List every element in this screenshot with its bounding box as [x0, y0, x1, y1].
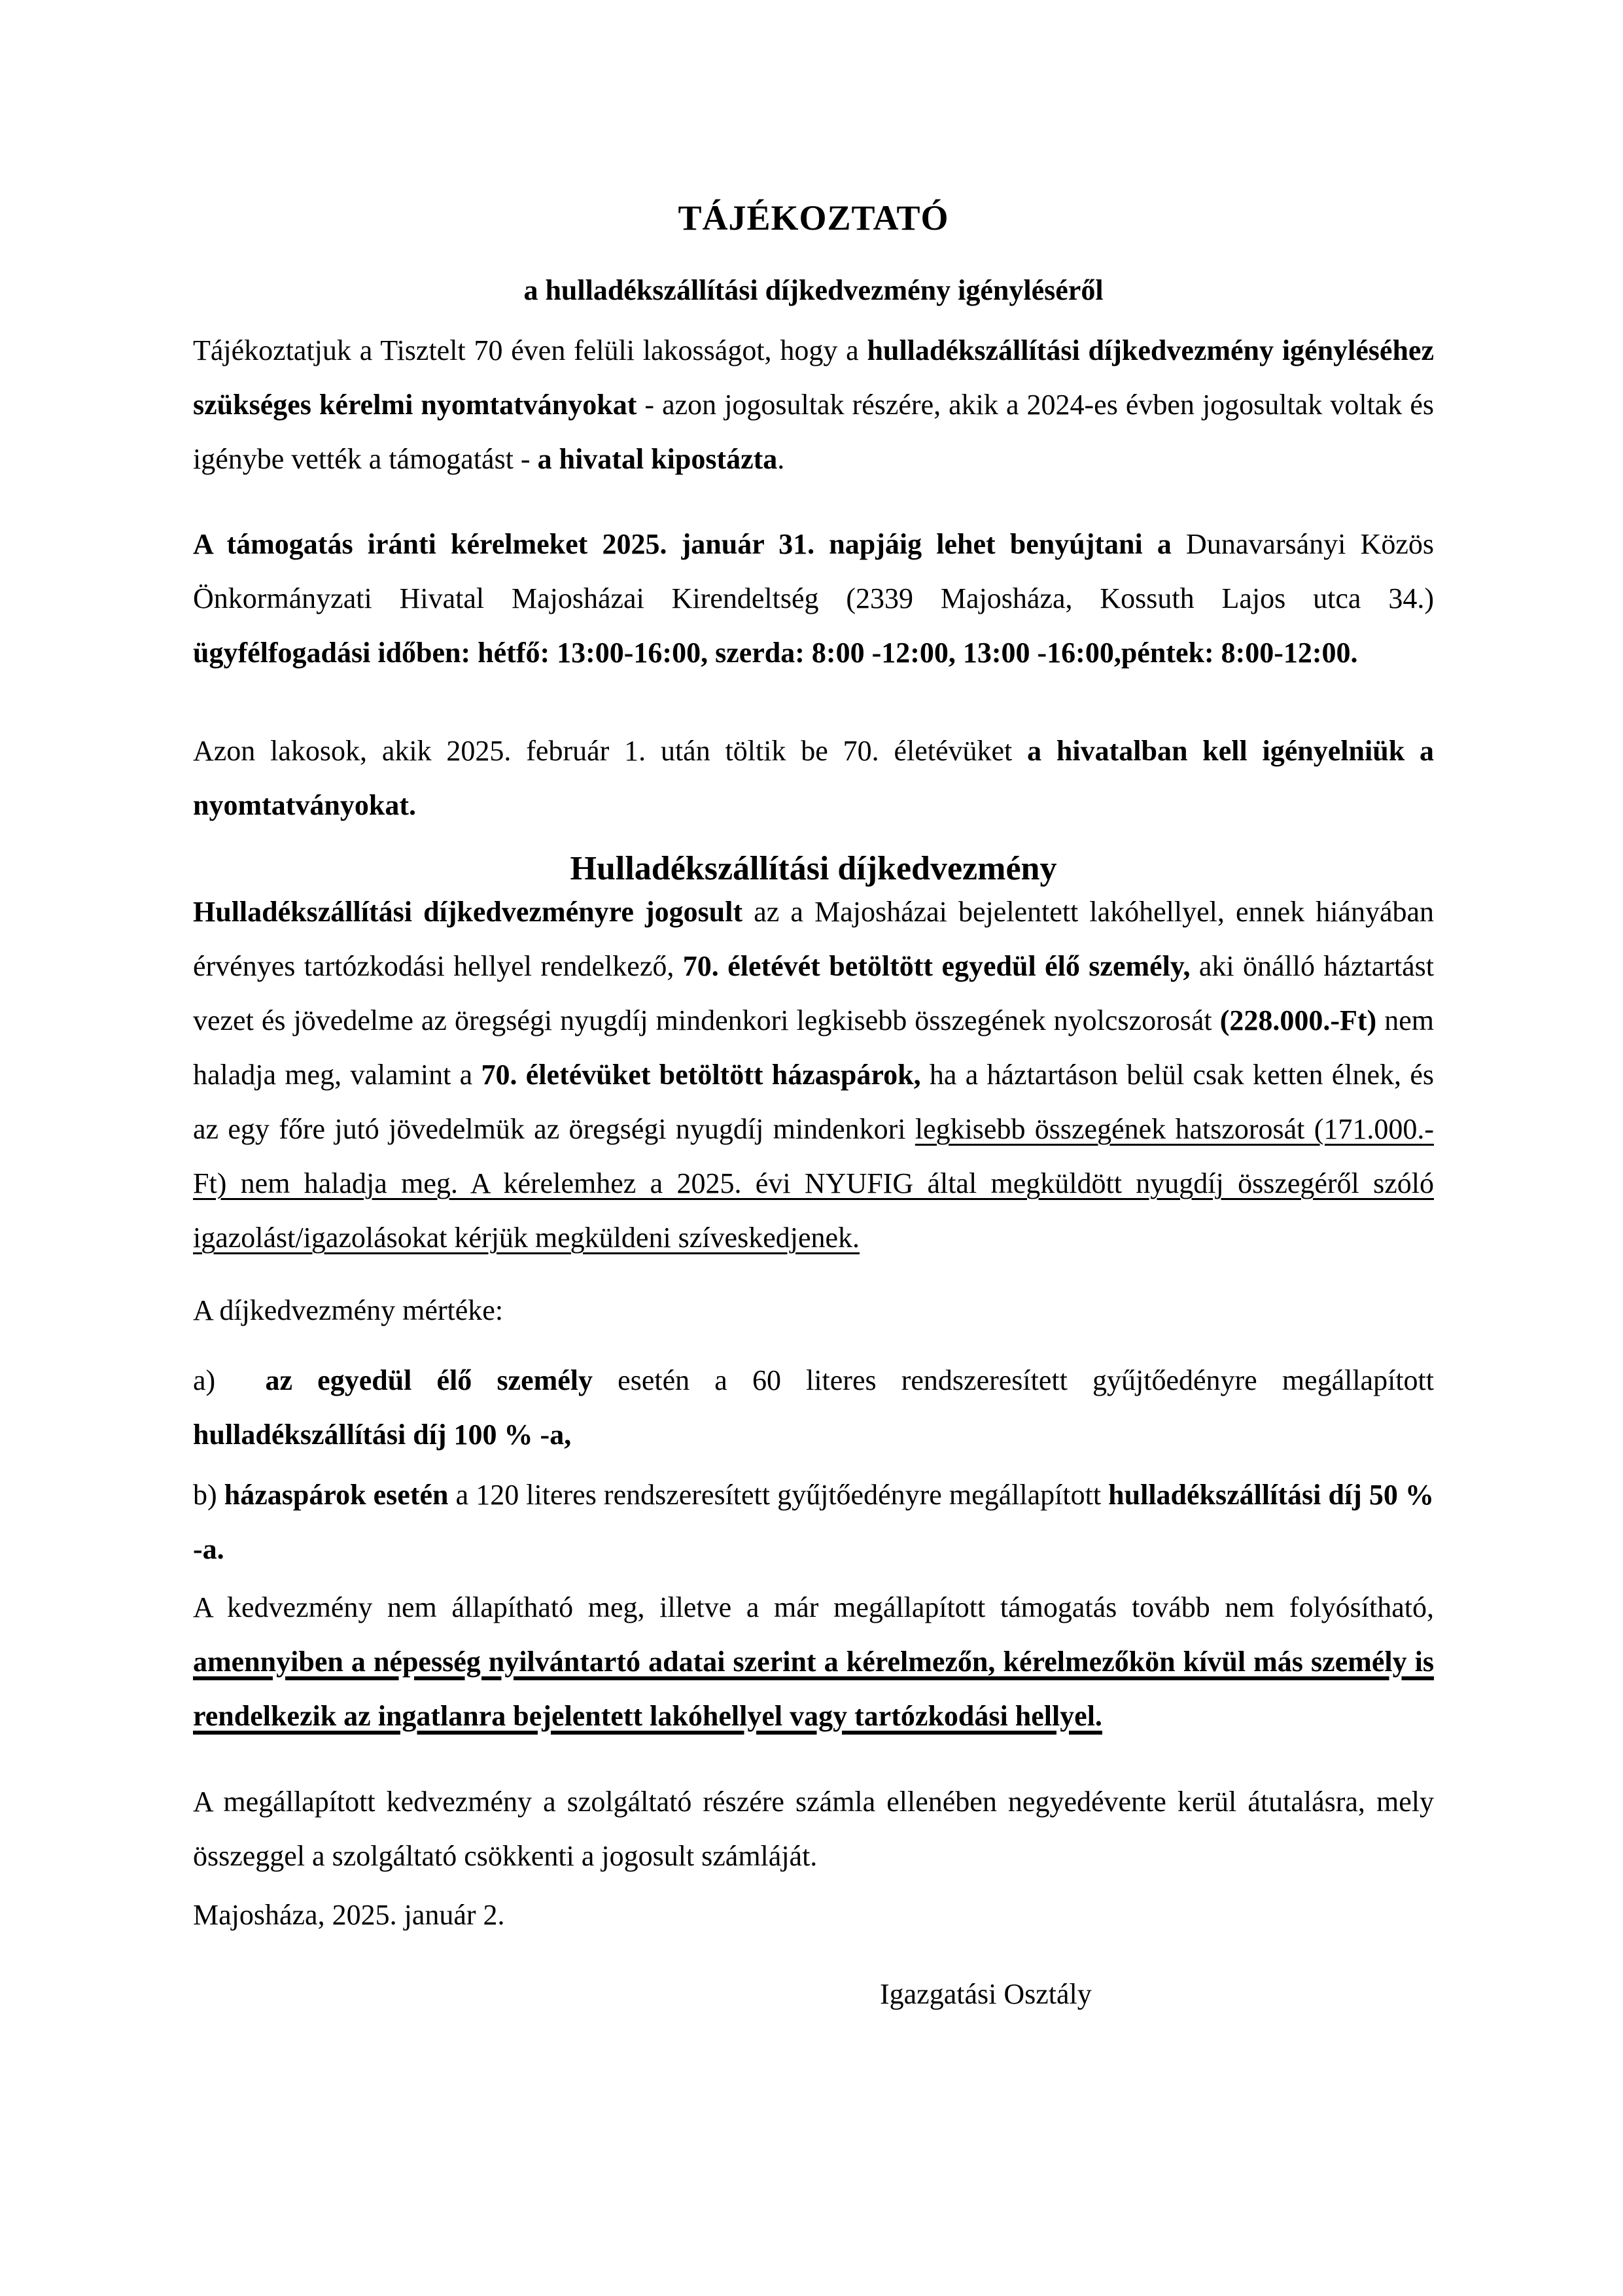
- new-residents-paragraph: [193, 724, 1434, 832]
- eligibility-text-3: nem haladja meg, valamint a: [193, 1004, 1435, 1091]
- item-b-marker: b): [193, 1479, 224, 1511]
- intro-bold-1: hulladékszállítási díjkedvezmény igényléséhez szükséges kérelmi nyomtatványokat: [193, 334, 1434, 421]
- rate-item-a: [193, 1353, 1434, 1462]
- intro-text-2: - azon jogosultak részére, akik a 2024-es évben jogosultak voltak és igénybe vették a támogatást -: [193, 389, 1434, 475]
- item-a-marker: a): [193, 1364, 266, 1396]
- section-heading: Hulladékszállítási díjkedvezmény: [570, 850, 1057, 887]
- payment-paragraph: A megállapított kedvezmény a szolgáltató részére számla ellenében negyedévente kerül átutalásra, mely összeggel a szolgáltató csökkenti a jogosult számláját.: [193, 1786, 1434, 1872]
- eligibility-paragraph: [193, 885, 1434, 1265]
- document-title: TÁJÉKOZTATÓ: [678, 198, 949, 238]
- item-a-text: esetén a 60 literes rendszeresített gyűjtőedényre megállapított: [593, 1364, 1434, 1396]
- item-b-text: a 120 literes rendszeresített gyűjtőedényre megállapított: [448, 1479, 1109, 1511]
- deadline-text-1: Dunavarsányi Közös Önkormányzati Hivatal Majosházai Kirendeltség (2339 Majosháza, Kossuth Lajos utca 34.): [193, 528, 1434, 614]
- deadline-paragraph: [193, 517, 1434, 680]
- restriction-paragraph: [193, 1580, 1434, 1743]
- rate-intro: A díjkedvezmény mértéke:: [193, 1294, 504, 1326]
- income-limit-single: (228.000.-Ft): [1219, 1004, 1377, 1036]
- new-residents-bold: a hivatalban kell igényelniük a nyomtatványokat.: [193, 735, 1435, 821]
- eligibility-text-4: ha a háztartáson belül csak ketten élnek, és az egy főre jutó jövedelmük az öregségi nyugdíj mindenkori: [193, 1059, 1434, 1145]
- item-a-bold-1: az egyedül élő személy: [265, 1364, 593, 1396]
- item-a-rate: hulladékszállítási díj 100 % -a,: [193, 1419, 572, 1451]
- intro-paragraph: [193, 323, 1434, 486]
- eligibility-bold-4: 70. életévüket betöltött házaspárok,: [481, 1059, 921, 1091]
- intro-text-1: Tájékoztatjuk a Tisztelt 70 éven felüli lakosságot, hogy a: [193, 334, 867, 366]
- eligibility-text-1: az a Majosházai bejelentett lakóhellyel, ennek hiányában érvényes tartózkodási hellyel rendelkező,: [193, 896, 1435, 982]
- item-b-bold-1: házaspárok esetén: [224, 1479, 449, 1511]
- intro-text-3: .: [777, 443, 785, 475]
- eligibility-text-2: aki önálló háztartást vezet és jövedelme az öregségi nyugdíj mindenkori legkisebb összegének nyolcszorosát: [193, 950, 1434, 1036]
- intro-bold-2: a hivatal kipostázta: [537, 443, 778, 475]
- place-date: Majosháza, 2025. január 2.: [193, 1899, 505, 1931]
- income-limit-couple-underlined: legkisebb összegének hatszorosát (171.000.- Ft) nem haladja meg. A kérelemhez a 2025. évi NYUFIG által megküldött nyugdíj összegéről szóló igazolást/igazolásokat kérjük megküldeni szíveskedjenek.: [193, 1113, 1434, 1254]
- eligibility-bold-2: 70. életévét betöltött egyedül élő személy,: [682, 950, 1191, 982]
- signature-department: Igazgatási Osztály: [880, 1978, 1092, 2010]
- deadline-bold-1: A támogatás iránti kérelmeket 2025. január 31. napjáig lehet benyújtani a: [193, 528, 1172, 560]
- restriction-text: A kedvezmény nem állapítható meg, illetve a már megállapított támogatás tovább nem folyósítható,: [193, 1591, 1434, 1623]
- office-hours: ügyfélfogadási időben: hétfő: 13:00-16:00, szerda: 8:00 -12:00, 13:00 -16:00,péntek: 8:00-12:00.: [193, 637, 1358, 669]
- restriction-underlined: amennyiben a népesség nyilvántartó adatai szerint a kérelmezőn, kérelmezőkön kívül más személy is rendelkezik az ingatlanra bejelentett lakóhellyel vagy tartózkodási hellyel.: [193, 1646, 1434, 1732]
- document-subtitle: a hulladékszállítási díjkedvezmény igényléséről: [523, 274, 1104, 306]
- rate-item-b: [193, 1468, 1434, 1576]
- new-residents-text: Azon lakosok, akik 2025. február 1. után töltik be 70. életévüket: [193, 735, 1028, 767]
- item-b-rate: hulladékszállítási díj 50 % -a.: [193, 1479, 1434, 1565]
- eligibility-bold-1: Hulladékszállítási díjkedvezményre jogosult: [193, 896, 743, 928]
